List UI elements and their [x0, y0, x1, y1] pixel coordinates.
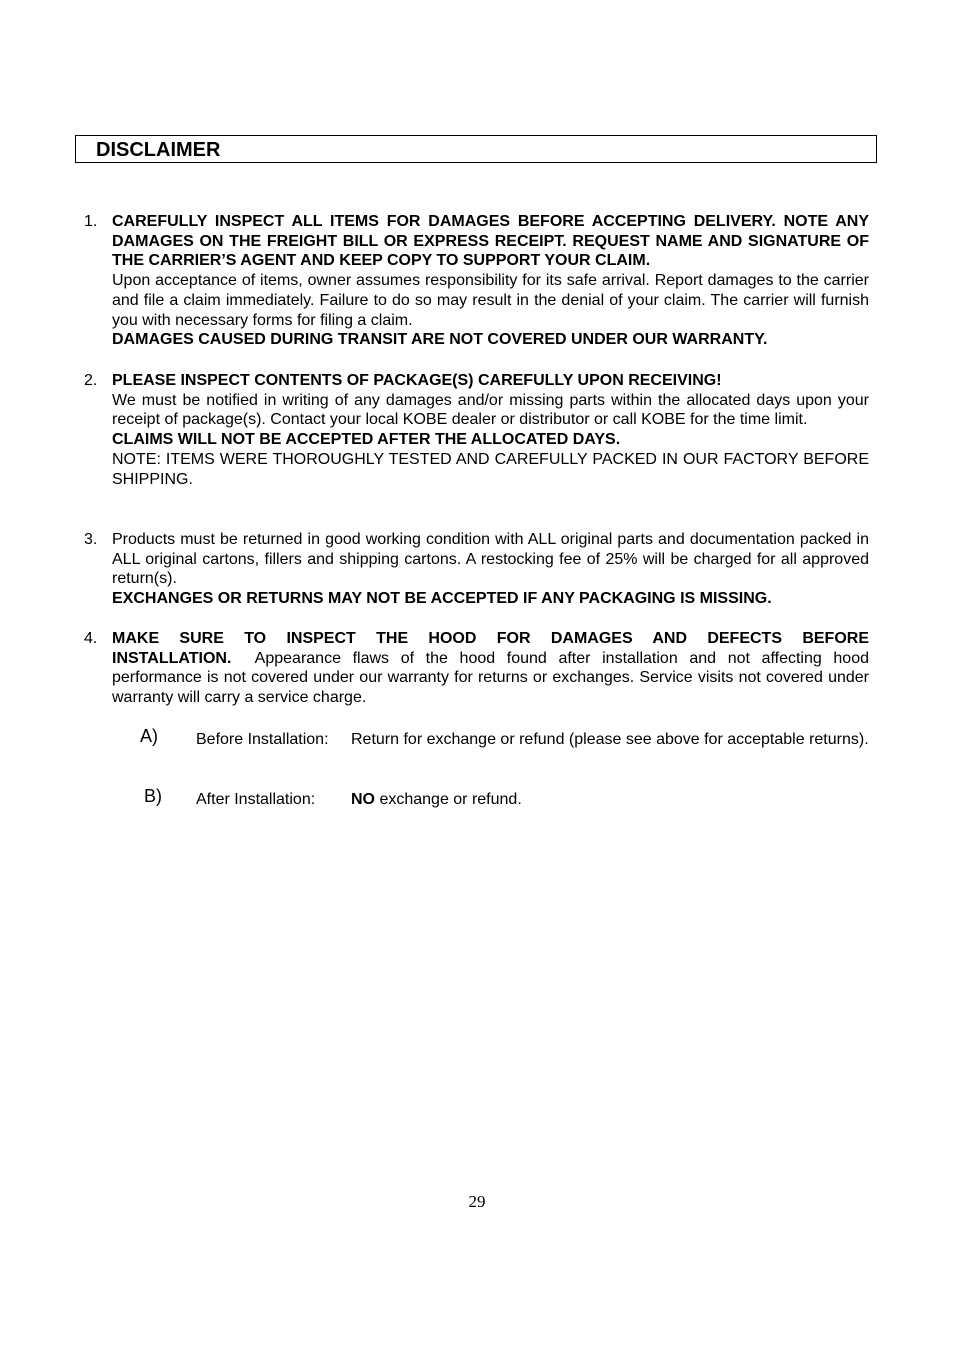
item-note: NOTE: ITEMS WERE THOROUGHLY TESTED AND CAREFULLY PACKED IN OUR FACTORY BEFORE SHIPPING. [112, 450, 869, 488]
item-text: We must be notified in writing of any damages and/or missing parts within the allocated days upon your receipt of package(s). Contact your local KOBE dealer or distributor or call KOBE for the time limit. [112, 391, 869, 429]
item-body [112, 212, 869, 350]
item-bold-footer: EXCHANGES OR RETURNS MAY NOT BE ACCEPTED IF ANY PACKAGING IS MISSING. [112, 590, 772, 608]
item-bold-intro: MAKE SURE TO INSPECT THE HOOD FOR DAMAGES AND DEFECTS BEFORE INSTALLATION. [112, 630, 869, 667]
item-text: Products must be returned in good working condition with ALL original parts and documentation packed in ALL original cartons, fillers and shipping cartons. A restocking fee of 25% will be charged for all approved return(s). [112, 531, 869, 588]
subitem-description-bold: NO [351, 791, 375, 808]
subitem-label: After Installation: [196, 791, 316, 808]
subitem-description: Return for exchange or refund (please see above for acceptable returns). [351, 731, 869, 748]
subitem-after-installation [140, 786, 869, 812]
item-body [112, 530, 869, 609]
subitem-letter: A) [140, 726, 158, 746]
page-number: 29 [468, 1192, 486, 1211]
item-number: 1. [84, 213, 98, 230]
item-number: 2. [84, 372, 98, 389]
item-body [112, 629, 869, 708]
subitem-letter: B) [144, 786, 162, 806]
item-number: 3. [84, 531, 98, 548]
subitem-label: Before Installation: [196, 731, 329, 748]
list-item-3 [84, 530, 869, 609]
item-bold-intro: PLEASE INSPECT CONTENTS OF PACKAGE(S) CAREFULLY UPON RECEIVING! [112, 372, 722, 389]
item-number: 4. [84, 630, 98, 647]
subitem-description [351, 790, 869, 810]
item-bold-footer: CLAIMS WILL NOT BE ACCEPTED AFTER THE ALLOCATED DAYS. [112, 431, 621, 449]
item-bold-intro: CAREFULLY INSPECT ALL ITEMS FOR DAMAGES BEFORE ACCEPTING DELIVERY. NOTE ANY DAMAGES ON THE FREIGHT BILL OR EXPRESS RECEIPT. REQUEST NAME AND SIGNATURE OF THE CARRIER’S AGENT AND KEEP COPY TO SUPPORT YOUR CLAIM. [112, 213, 869, 270]
section-heading-box [75, 135, 877, 163]
list-item-1 [84, 212, 869, 350]
item-text: Appearance flaws of the hood found after installation and not affecting hood performance is not covered under our warranty for returns or exchanges. Service visits not covered under warranty will carry a service charge. [112, 649, 870, 707]
subitem-description-text: exchange or refund. [375, 791, 522, 808]
page-title: DISCLAIMER [96, 139, 221, 161]
list-item-4 [84, 629, 869, 708]
subitem-before-installation [140, 726, 869, 770]
list-item-2 [84, 371, 869, 489]
item-body [112, 371, 869, 489]
item-bold-footer: DAMAGES CAUSED DURING TRANSIT ARE NOT COVERED UNDER OUR WARRANTY. [112, 331, 768, 349]
item-text: Upon acceptance of items, owner assumes responsibility for its safe arrival. Report damages to the carrier and file a claim immediately. Failure to do so may result in the denial of your claim. The carrier will furnish you with necessary forms for filing a claim. [112, 272, 869, 329]
